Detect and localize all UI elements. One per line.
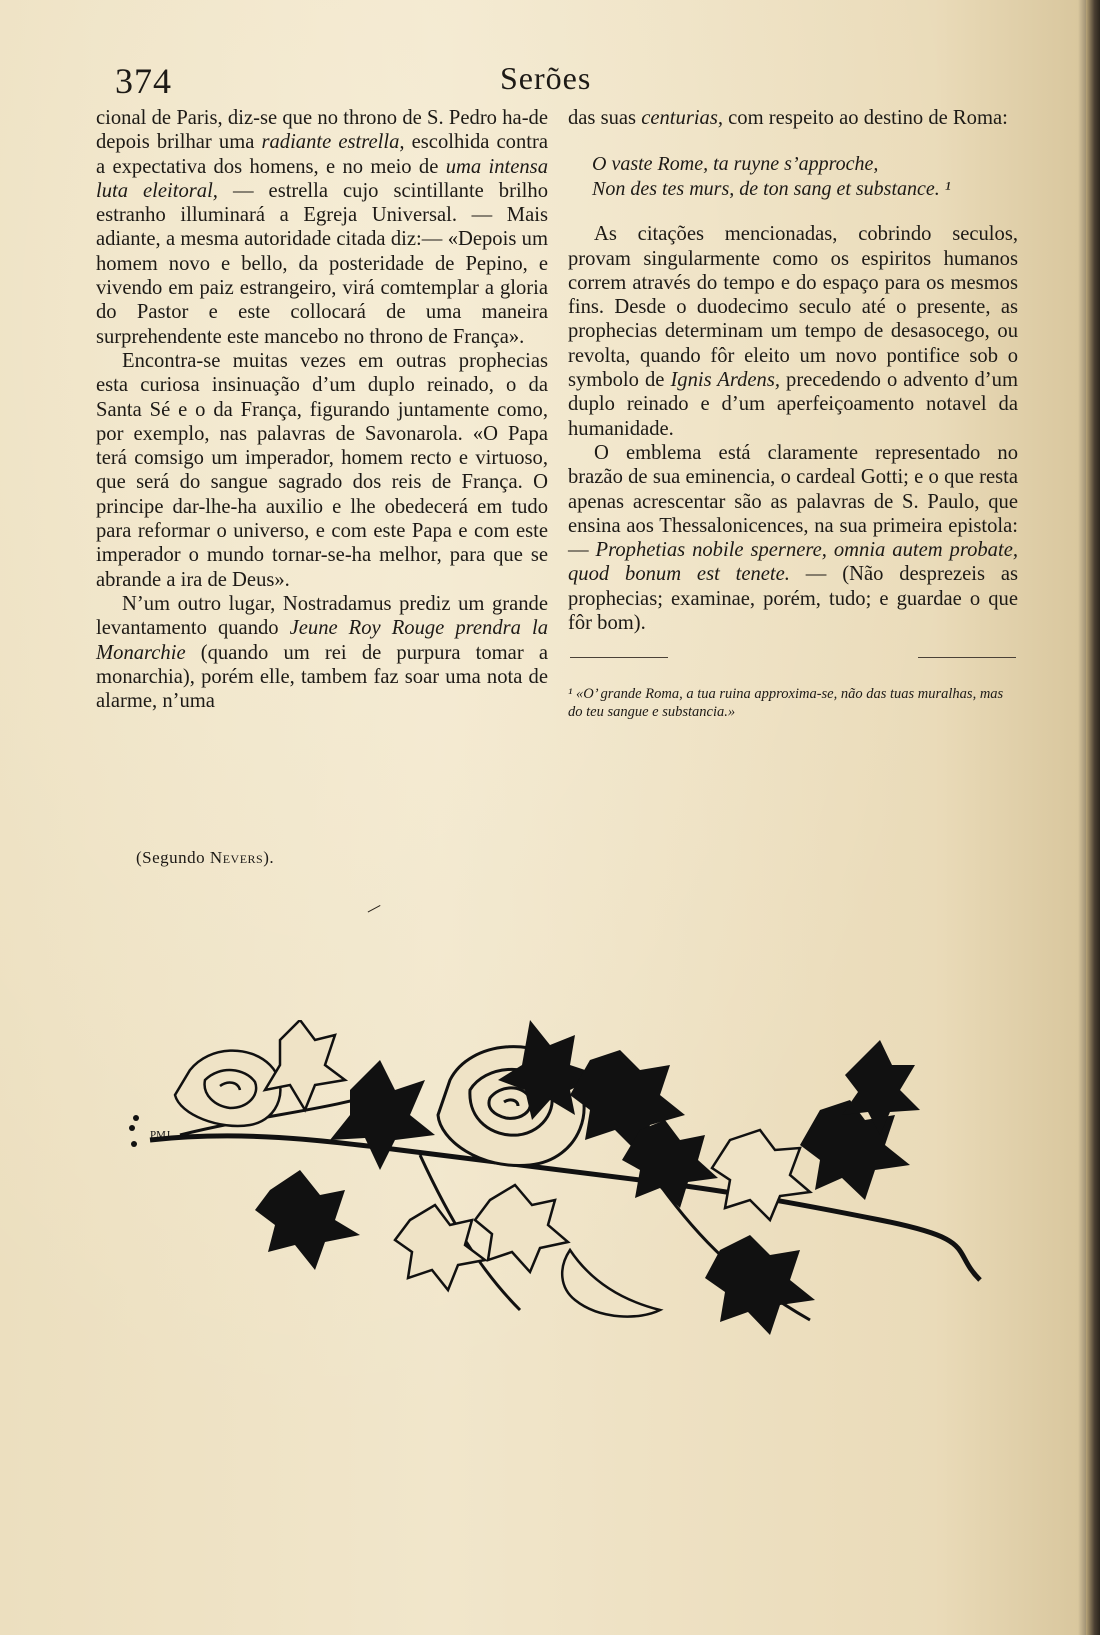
right-paragraph-2 bbox=[568, 222, 1018, 441]
right-paragraph-1 bbox=[568, 106, 1018, 130]
running-title: Serões bbox=[500, 60, 592, 96]
page-header bbox=[0, 60, 1100, 106]
binding-edge bbox=[1086, 0, 1100, 1635]
right-paragraph-3 bbox=[568, 441, 1018, 635]
right-column bbox=[568, 106, 1018, 721]
verse-line: Non des tes murs, de ton sang et substance. ¹ bbox=[592, 178, 951, 201]
italic-run: centurias, bbox=[641, 107, 724, 129]
illustration-caption bbox=[136, 848, 274, 868]
text-run: As citações mencionadas, cobrindo seculos, provam singularmente como os espiritos humanos correm através do tempo e do espaço para os mesmos fins. Desde o duodecimo seculo até o presente, as prophecias determinam um tempo de desasocego, ou revolta, quando fôr eleito um novo pontifice sob o symbolo de bbox=[568, 223, 1018, 392]
italic-run: Ignis Ardens, bbox=[670, 369, 781, 392]
text-run: das suas bbox=[568, 107, 642, 129]
text-run: (quando um rei de purpura tomar a monarchia), porém elle, tambem faz soar uma nota de alarme, n’uma bbox=[96, 641, 548, 713]
caption-author: Nevers bbox=[209, 848, 264, 867]
text-run: — estrella cujo scintillante brilho estranho illuminará a Egreja Universal. — Mais adiante, a mesma autoridade citada diz:— «Depois um homem novo e bello, da posteridade de Pepino, e vivendo em paiz estrangeiro, virá comtemplar a gloria do Pastor e este collocará de uma maneira surprehendente este mancebo no throno de França». bbox=[96, 179, 549, 348]
verse-quotation bbox=[592, 152, 1018, 202]
text-run: cional de Paris, diz-se que no throno de S. Pedro ha-de depois brilhar uma bbox=[96, 107, 548, 154]
rule bbox=[570, 657, 668, 658]
text-run: escolhida contra a expectativa dos homens, e no meio de bbox=[96, 131, 548, 178]
text-run: O emblema está claramente representado no brazão de sua eminencia, o cardeal Gotti; e o que resta apenas acrescentar são as palavras de S. Paulo, que ensina aos Thessalonicences, na sua primeira epistola:— bbox=[568, 441, 1018, 562]
verse-line: O vaste Rome, ta ruyne s’approche, bbox=[592, 153, 879, 176]
illustration-signature: PMJ bbox=[150, 1129, 171, 1141]
italic-run: Prophetias nobile spernere, omnia autem probate, quod bonum est tenete. bbox=[568, 539, 1018, 586]
page-number: 374 bbox=[115, 61, 172, 101]
left-paragraph-2: Encontra-se muitas vezes em outras prophecias esta curiosa insinuação d’um duplo reinado, o da Santa Sé e o da França, figurando juntamente como, por exemplo, nas palavras de Savonarola. «O Papa terá comsigo um imperador, homem recto e virtuoso, que será do sangue sagrado dos reis de França. O principe dar-lhe-ha auxilio e lhe obedecerá em tudo para reformar o universo, e com este Papa e com este imperador o mundo tornar-se-ha melhor, para que se abrande a ira de Deus». bbox=[96, 349, 548, 591]
rose-and-ivy-vignette-icon bbox=[120, 1020, 1000, 1390]
italic-run: Jeune Roy Rouge prendra la Monarchie bbox=[96, 617, 548, 664]
footnote-separator bbox=[568, 645, 1018, 671]
text-run: N’um outro lugar, Nostradamus prediz um grande levantamento quando bbox=[96, 592, 548, 640]
footnote: ¹ «O’ grande Roma, a tua ruina approxima-se, não das tuas muralhas, mas do teu sangue e substancia.» bbox=[568, 686, 1004, 721]
italic-run: radiante estrella, bbox=[261, 131, 405, 154]
stray-ink-mark bbox=[368, 905, 383, 916]
caption-suffix: ). bbox=[263, 848, 275, 867]
italic-run: uma intensa luta eleitoral, bbox=[96, 155, 548, 202]
text-run: precedendo o advento d’um duplo reinado e d’um aperfeiçoamento notavel da humanidade. bbox=[568, 369, 1018, 440]
caption-prefix: (Segundo bbox=[136, 848, 210, 867]
left-paragraph-3 bbox=[96, 592, 548, 713]
text-run: — (Não desprezeis as prophecias; examinae, porém, tudo; e guardae o que fôr bom). bbox=[568, 563, 1018, 635]
rule bbox=[918, 657, 1016, 658]
text-run: com respeito ao destino de Roma: bbox=[723, 107, 1008, 129]
left-paragraph-1 bbox=[96, 106, 548, 349]
left-column bbox=[96, 106, 548, 713]
